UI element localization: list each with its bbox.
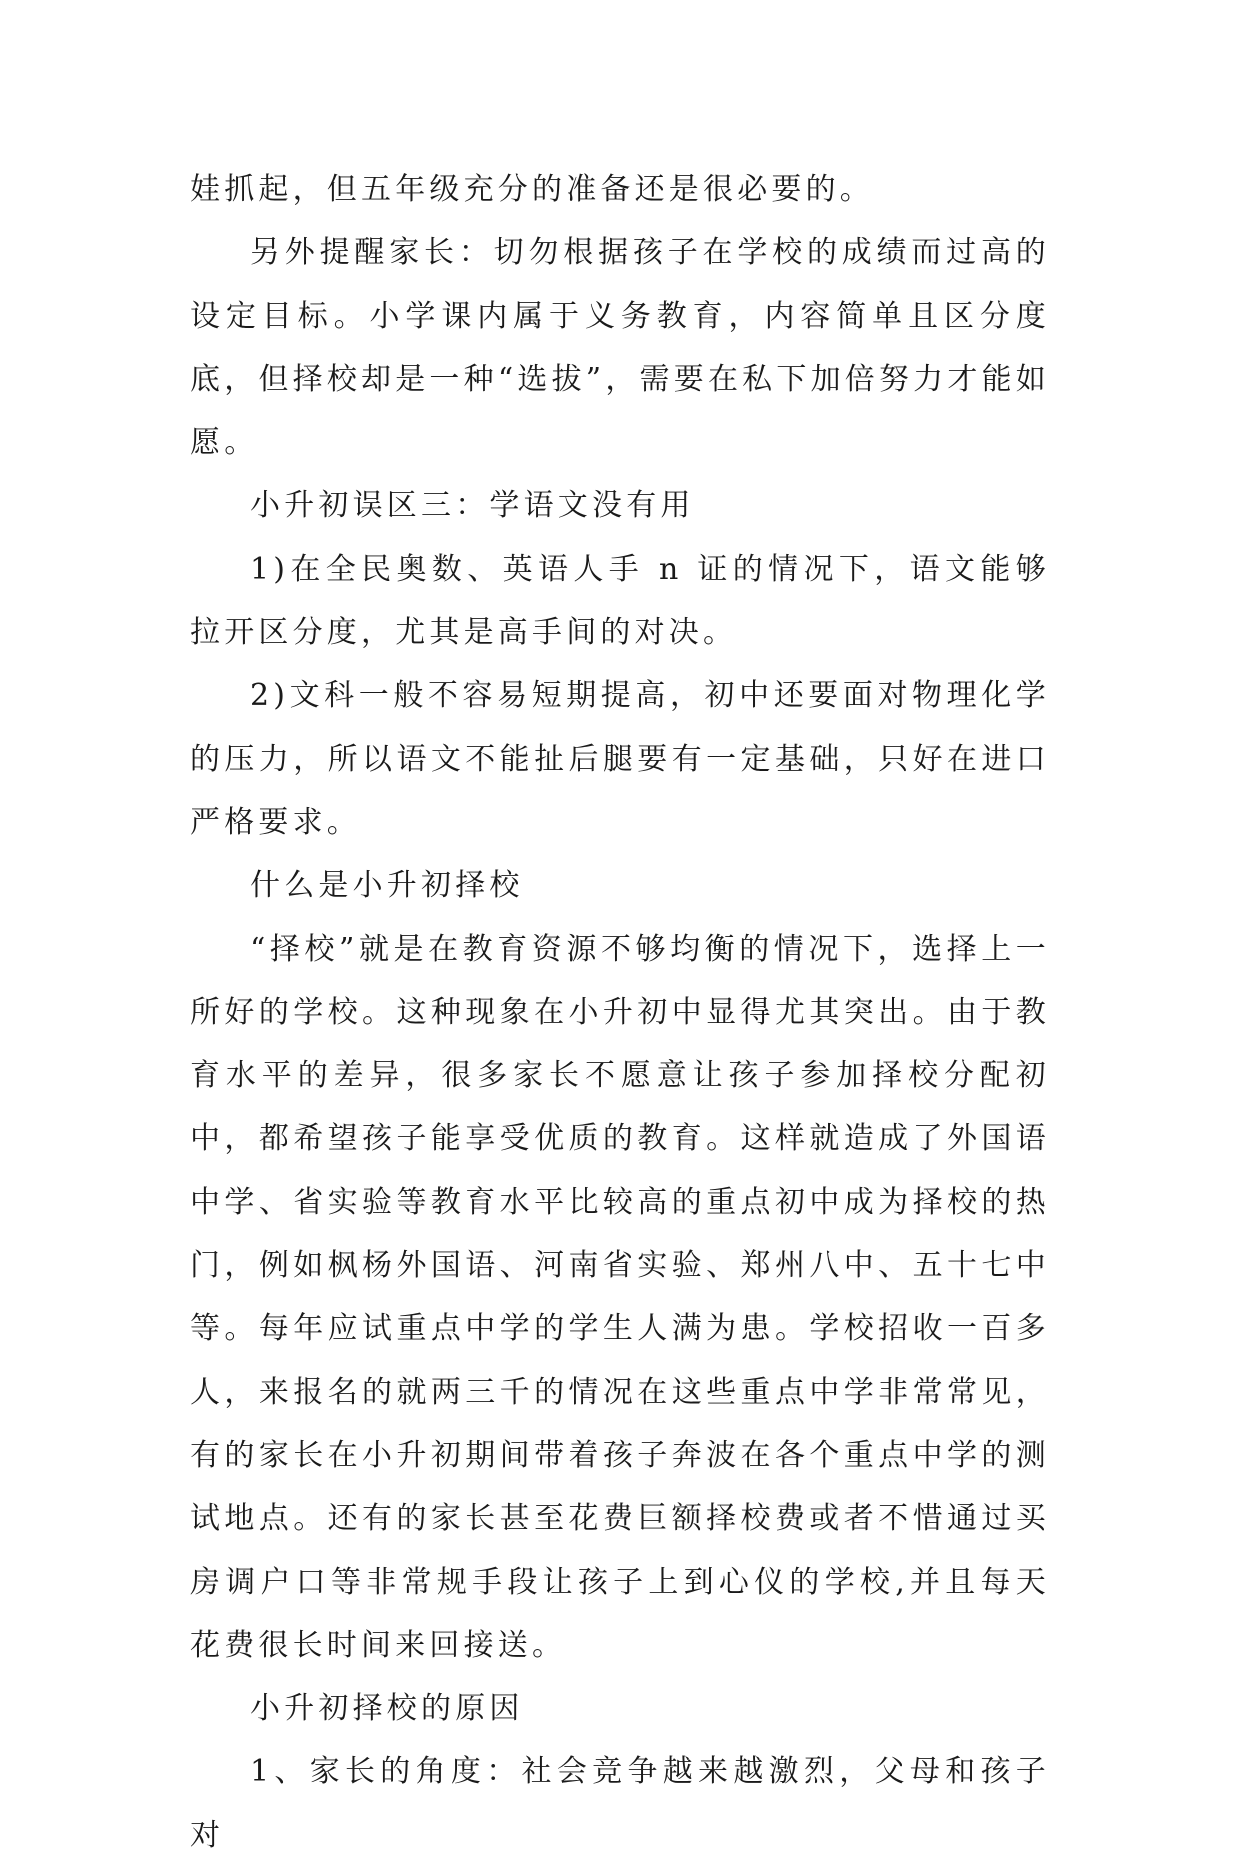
paragraph-parent-perspective: 1、家长的角度：社会竞争越来越激烈，父母和孩子对 xyxy=(190,1754,1050,1853)
paragraph-continuation: 娃抓起，但五年级充分的准备还是很必要的。 xyxy=(190,172,874,207)
heading-what-is-school-selection: 什么是小升初择校 xyxy=(250,868,524,904)
heading-misconception-three: 小升初误区三：学语文没有用 xyxy=(250,488,695,524)
paragraph-school-selection-definition: “择校”就是在教育资源不够均衡的情况下，选择上一所好的学校。这种现象在小升初中显得尤其突出。由于教育水平的差异，很多家长不愿意让孩子参加择校分配初中，都希望孩子能享受优质的教育。这样就造成了外国语中学、省实验等教育水平比较高的重点初中成为择校的热门，例如枫杨外国语、河南省实验、郑州八中、五十七中等。每年应试重点中学的学生人满为患。学校招收一百多人，来报名的就两三千的情况在这些重点中学非常常见，有的家长在小升初期间带着孩子奔波在各个重点中学的测试地点。还有的家长甚至花费巨额择校费或者不惜通过买房调户口等非常规手段让孩子上到心仪的学校,并且每天花费很长时间来回接送。 xyxy=(190,931,1050,1663)
heading-reasons: 小升初择校的原因 xyxy=(250,1691,524,1727)
list-item-2: 2)文科一般不容易短期提高，初中还要面对物理化学的压力，所以语文不能扯后腿要有一定基础，只好在进口严格要求。 xyxy=(190,678,1050,840)
document-body xyxy=(190,158,1050,1867)
paragraph-parent-reminder: 另外提醒家长：切勿根据孩子在学校的成绩而过高的设定目标。小学课内属于义务教育，内容简单且区分度底，但择校却是一种“选拔”，需要在私下加倍努力才能如愿。 xyxy=(190,235,1050,461)
list-item-1: 1)在全民奥数、英语人手 n 证的情况下，语文能够拉开区分度，尤其是高手间的对决。 xyxy=(190,551,1050,651)
